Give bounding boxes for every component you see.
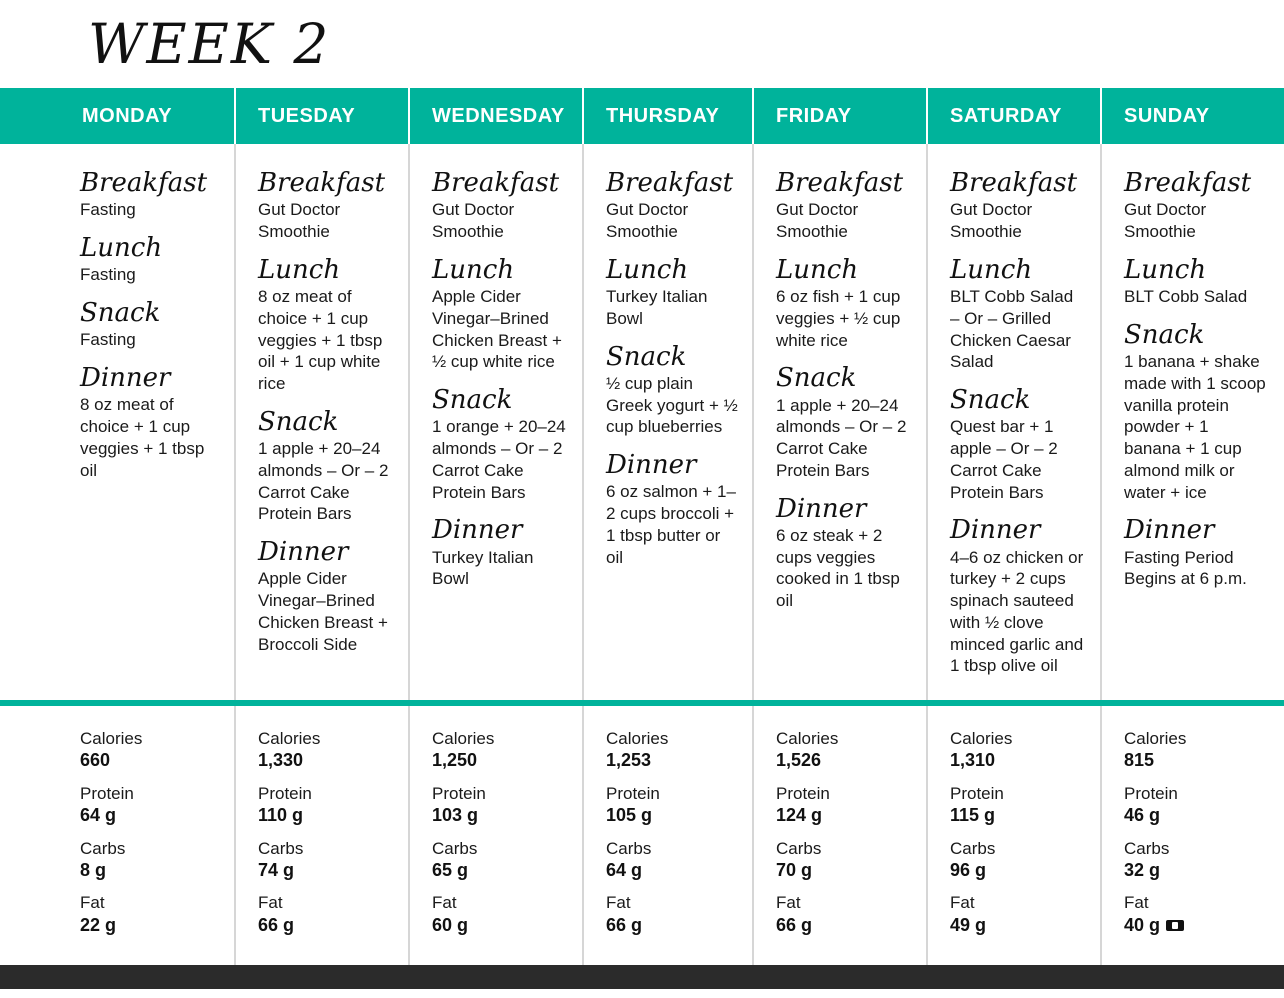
macro-label-carbs: Carbs [80,838,126,858]
macro-label-carbs: Carbs [1124,838,1170,858]
macro-value-carbs: 96 g [950,859,987,880]
meal-heading-dinner: Dinner [776,493,867,524]
macro-value-calories: 1,310 [950,750,996,771]
macro-value-fat: 49 g [950,914,987,935]
meal-text-breakfast: Gut Doctor Smoothie [606,200,689,242]
meal-heading-lunch: Lunch [1124,254,1207,285]
macro-value-fat: 66 g [606,914,643,935]
meal-text-snack: Fasting [80,330,136,350]
macro-value-protein: 64 g [80,805,117,825]
macros-monday [0,706,236,965]
macro-label-protein: Protein [258,783,312,803]
meal-heading-breakfast: Breakfast [950,168,1078,198]
meal-heading-breakfast: Breakfast [258,168,386,198]
meal-text-snack: 1 orange + 20–24 almonds – Or – 2 Carrot Cake Protein Bars [432,417,566,502]
macro-value-carbs: 32 g [1124,859,1161,880]
macro-value-fat: 60 g [432,914,469,935]
meal-text-dinner: Turkey Italian Bowl [432,547,534,589]
day-column-monday [0,144,236,700]
meal-heading-lunch: Lunch [258,254,341,285]
day-column-thursday [584,144,754,700]
macro-value-carbs: 70 g [776,859,813,880]
meal-heading-snack: Snack [606,341,687,372]
macro-value-calories: 1,330 [258,750,304,771]
meal-text-snack: 1 banana + shake made with 1 scoop vanilla protein powder + 1 banana + 1 cup almond milk or water + ice [1124,352,1266,502]
meal-heading-breakfast: Breakfast [776,168,904,198]
meal-text-breakfast: Gut Doctor Smoothie [432,200,515,242]
macro-value-fat: 66 g [258,914,295,935]
macro-value-carbs: 65 g [432,859,469,880]
meal-heading-dinner: Dinner [432,515,523,546]
macro-label-fat: Fat [1124,893,1149,913]
meal-text-dinner: 6 oz steak + 2 cups veggies cooked in 1 tbsp oil [776,525,900,611]
macro-value-calories: 1,253 [606,750,652,771]
meal-heading-breakfast: Breakfast [80,168,208,198]
macro-label-carbs: Carbs [432,838,478,858]
macro-value-calories: 660 [80,750,111,771]
macro-label-fat: Fat [432,893,457,913]
macro-value-protein: 124 g [776,805,823,825]
meal-text-lunch: Apple Cider Vinegar–Brined Chicken Breast + ½ cup white rice [432,287,562,372]
meal-text-dinner: 6 oz salmon + 1–2 cups broccoli + 1 tbsp butter or oil [606,482,736,567]
macro-value-calories: 815 [1124,750,1155,771]
macro-label-fat: Fat [606,893,631,913]
meal-text-breakfast: Gut Doctor Smoothie [776,200,859,242]
macros-saturday [928,706,1102,965]
day-header-thursday: THURSDAY [584,88,754,144]
meal-heading-dinner: Dinner [258,537,349,568]
meal-heading-lunch: Lunch [80,233,163,264]
title-bar [0,0,1284,88]
macro-value-protein: 103 g [432,805,479,825]
macro-label-carbs: Carbs [258,838,304,858]
macro-label-calories: Calories [80,729,143,748]
meal-text-lunch: 6 oz fish + 1 cup veggies + ½ cup white rice [776,287,901,350]
day-header-tuesday: TUESDAY [236,88,410,144]
macro-value-protein: 46 g [1124,805,1161,825]
macro-label-calories: Calories [258,729,321,748]
macro-label-protein: Protein [776,783,830,803]
meal-text-breakfast: Fasting [80,200,136,220]
day-header-wednesday: WEDNESDAY [410,88,584,144]
meal-heading-dinner: Dinner [1124,515,1215,546]
meal-heading-snack: Snack [432,385,513,416]
macro-value-carbs: 74 g [258,859,295,880]
meal-text-lunch: BLT Cobb Salad [1124,287,1248,307]
weekday-header-row [0,88,1284,144]
meal-heading-snack: Snack [80,298,161,329]
macro-value-calories: 1,250 [432,750,478,771]
meal-text-lunch: Fasting [80,265,136,285]
macro-value-protein: 115 g [950,805,996,825]
macro-value-fat: 22 g [80,914,117,935]
macro-label-calories: Calories [950,729,1013,748]
day-column-sunday [1102,144,1284,700]
macro-label-calories: Calories [776,729,839,748]
meal-heading-dinner: Dinner [606,450,697,481]
macro-value-protein: 110 g [258,805,304,825]
meal-text-lunch: 8 oz meat of choice + 1 cup veggies + 1 tbsp oil + 1 cup white rice [258,287,383,394]
macros-sunday [1102,706,1284,965]
macro-label-calories: Calories [432,729,495,748]
macro-label-carbs: Carbs [950,838,996,858]
macro-value-calories: 1,526 [776,750,822,771]
meal-heading-snack: Snack [776,363,857,394]
macro-label-protein: Protein [432,783,486,803]
meal-heading-snack: Snack [1124,319,1205,350]
day-header-monday: MONDAY [0,88,236,144]
meal-heading-lunch: Lunch [606,254,689,285]
macro-label-protein: Protein [950,783,1004,803]
day-column-saturday [928,144,1102,700]
macro-label-calories: Calories [1124,729,1187,748]
meal-heading-snack: Snack [950,385,1031,416]
macro-label-protein: Protein [606,783,660,803]
macro-label-carbs: Carbs [606,838,652,858]
meal-text-breakfast: Gut Doctor Smoothie [950,200,1033,242]
macros-tuesday [236,706,410,965]
page-title: WEEK 2 [88,11,331,76]
meal-heading-breakfast: Breakfast [1124,168,1252,198]
macro-label-carbs: Carbs [776,838,822,858]
macro-label-calories: Calories [606,729,669,748]
meal-text-breakfast: Gut Doctor Smoothie [258,200,341,242]
meal-text-lunch: Turkey Italian Bowl [606,287,708,328]
meal-heading-breakfast: Breakfast [432,168,560,198]
macro-value-protein: 105 g [606,805,653,825]
meal-text-breakfast: Gut Doctor Smoothie [1124,200,1207,242]
meal-heading-breakfast: Breakfast [606,168,734,198]
meal-text-dinner: 8 oz meat of choice + 1 cup veggies + 1 tbsp oil [80,395,205,480]
day-column-wednesday [410,144,584,700]
macro-label-fat: Fat [258,893,283,913]
macros-row [0,706,1284,975]
meal-text-snack: Quest bar + 1 apple – Or – 2 Carrot Cake Protein Bars [950,417,1058,502]
meal-text-lunch: BLT Cobb Salad – Or – Grilled Chicken Caesar Salad [950,287,1074,372]
macro-label-fat: Fat [776,893,801,913]
day-header-friday: FRIDAY [754,88,928,144]
mouse-cursor-icon [1166,918,1186,932]
meal-text-snack: 1 apple + 20–24 almonds – Or – 2 Carrot Cake Protein Bars [776,395,907,480]
macro-label-fat: Fat [80,893,105,913]
macros-thursday [584,706,754,965]
meal-text-dinner: 4–6 oz chicken or turkey + 2 cups spinach sauteed with ½ clove minced garlic and 1 tbsp olive oil [950,547,1084,676]
day-header-saturday: SATURDAY [928,88,1102,144]
macros-friday [754,706,928,965]
meal-heading-dinner: Dinner [80,363,171,394]
meals-row [0,144,1284,706]
macro-label-fat: Fat [950,893,975,913]
meal-heading-dinner: Dinner [950,515,1041,546]
meal-text-dinner: Apple Cider Vinegar–Brined Chicken Breast + Broccoli Side [258,569,388,654]
meal-text-dinner: Fasting Period Begins at 6 p.m. [1124,547,1247,589]
macro-value-carbs: 8 g [80,859,107,880]
meal-heading-snack: Snack [258,406,339,437]
meal-heading-lunch: Lunch [432,254,515,285]
macro-label-protein: Protein [1124,783,1178,803]
footer-strip [0,975,1284,989]
macro-value-carbs: 64 g [606,859,643,880]
meal-text-snack: ½ cup plain Greek yogurt + ½ cup blueberries [606,373,738,437]
meal-text-snack: 1 apple + 20–24 almonds – Or – 2 Carrot Cake Protein Bars [258,439,389,524]
macro-value-fat: 40 g [1124,914,1161,935]
macro-value-fat: 66 g [776,914,813,935]
day-column-tuesday [236,144,410,700]
macro-label-protein: Protein [80,783,134,803]
day-column-friday [754,144,928,700]
meal-heading-lunch: Lunch [950,254,1033,285]
macros-wednesday [410,706,584,965]
meal-heading-lunch: Lunch [776,254,859,285]
day-header-sunday: SUNDAY [1102,88,1284,144]
macro-value-fat-row [1124,914,1270,937]
